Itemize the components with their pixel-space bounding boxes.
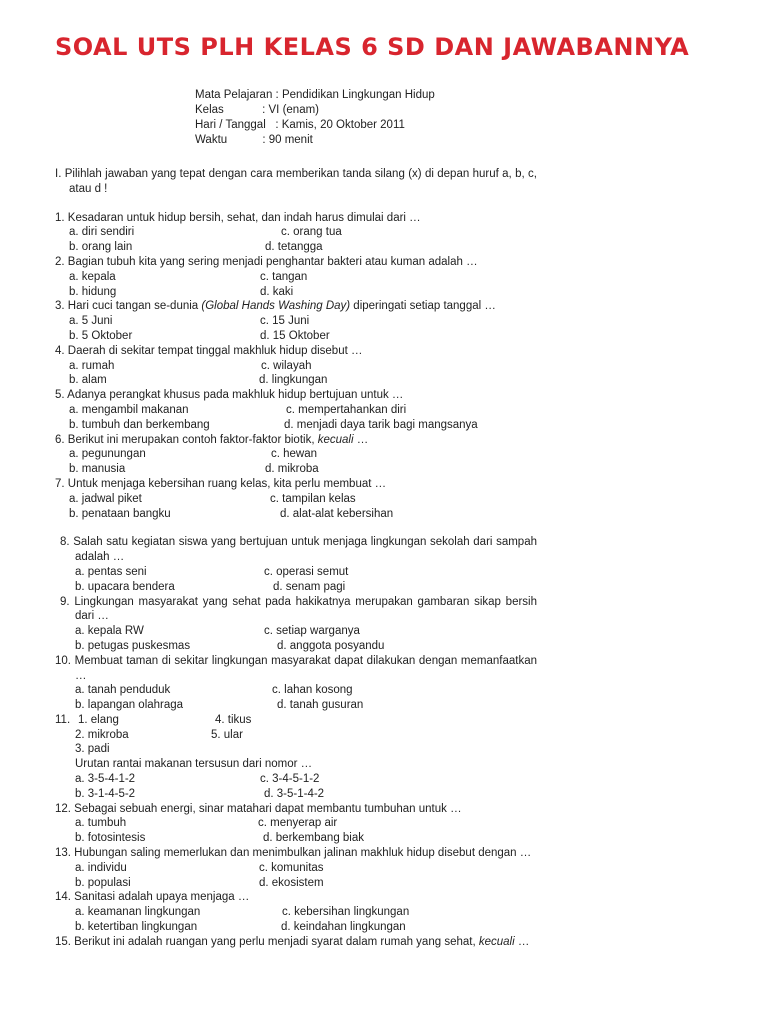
option: c. orang tua (281, 226, 342, 239)
option: d. lingkungan (259, 374, 328, 387)
option: d. keindahan lingkungan (281, 921, 406, 934)
option: d. alat-alat kebersihan (280, 507, 394, 520)
option: c. setiap warganya (264, 625, 360, 638)
option: a. 5 Juni (69, 315, 113, 328)
food-chain-item: 3. padi (75, 743, 110, 756)
option: b. tumbuh dan berkembang (69, 418, 210, 431)
option: b. alam (69, 374, 107, 387)
option: c. komunitas (259, 861, 324, 874)
option: b. orang lain (69, 241, 133, 254)
food-chain-item: 5. ular (211, 728, 243, 741)
option: a. kepala (69, 270, 116, 283)
question-2: 2. Bagian tubuh kita yang sering menjadi penghantar bakteri atau kuman adalah … a. kepala c. tangan b. hidung d. kaki (55, 255, 478, 298)
meta-class: Kelas : VI (enam) (195, 104, 320, 116)
option: b. 3-1-4-5-2 (75, 787, 136, 800)
option: b. penataan bangku (69, 507, 171, 520)
question-8: 8. Salah satu kegiatan siswa yang bertujuan untuk menjaga lingkungan sekolah dari sampah adalah … a. pentas seni c. operasi semut b. upacara bendera d. senam pagi (60, 536, 537, 593)
option: c. 15 Juni (260, 315, 310, 328)
question-9: 9. Lingkungan masyarakat yang sehat pada hakikatnya merupakan gambaran sikap bersih dari … a. kepala RW c. setiap warganya b. petugas puskesmas d. anggota posyandu (60, 595, 537, 652)
option: c. kebersihan lingkungan (282, 906, 410, 919)
option: d. 3-5-1-4-2 (264, 787, 325, 800)
question-4: 4. Daerah di sekitar tempat tinggal makhluk hidup disebut … a. rumah c. wilayah b. alam d. lingkungan (55, 344, 363, 387)
option: b. populasi (75, 876, 131, 889)
option: b. manusia (69, 463, 126, 476)
option: a. mengambil makanan (69, 403, 189, 416)
option: a. pentas seni (75, 565, 147, 578)
question-6: 6. Berikut ini merupakan contoh faktor-faktor biotik, kecuali … a. pegunungan c. hewan b. manusia d. mikroba (55, 433, 369, 476)
option: b. petugas puskesmas (75, 639, 191, 652)
option: a. jadwal piket (69, 492, 142, 505)
option: d. menjadi daya tarik bagi mangsanya (284, 418, 478, 431)
question-3: 3. Hari cuci tangan se-dunia (Global Hands Washing Day) diperingati setiap tanggal … a. 5 Juni c. 15 Juni b. 5 Oktober d. 15 Oktober (55, 300, 496, 342)
food-chain-item: 2. mikroba (75, 728, 129, 741)
question-14: 14. Sanitasi adalah upaya menjaga … a. keamanan lingkungan c. kebersihan lingkungan b. ketertiban lingkungan d. keindahan lingkungan (55, 891, 410, 934)
option: a. diri sendiri (69, 226, 135, 239)
option: a. rumah (69, 359, 115, 372)
option: b. fotosintesis (75, 832, 146, 845)
meta-time: Waktu : 90 menit (195, 134, 313, 146)
option: c. hewan (271, 448, 318, 461)
option: d. kaki (260, 285, 294, 298)
question-7: 7. Untuk menjaga kebersihan ruang kelas, kita perlu membuat … a. jadwal piket c. tampilan kelas b. penataan bangku d. alat-alat kebersihan (55, 477, 394, 520)
question-list (55, 167, 537, 950)
option: d. anggota posyandu (277, 639, 385, 652)
option: d. berkembang biak (263, 832, 365, 845)
option: c. operasi semut (264, 565, 349, 578)
option: c. wilayah (261, 359, 312, 372)
option: a. tumbuh (75, 817, 127, 830)
option: d. 15 Oktober (260, 329, 330, 342)
question-11: 11. 1. elang 4. tikus 2. mikroba 5. ular 3. padi Urutan rantai makanan tersusun dari nomor … a. 3-5-4-1-2 c. 3-4-5-1-2 b. 3-1-4-5-2 d. 3-5-1-4-2 (55, 713, 325, 800)
option: a. 3-5-4-1-2 (75, 773, 136, 786)
option: c. lahan kosong (272, 684, 353, 697)
option: a. kepala RW (75, 625, 144, 638)
document-title: SOAL UTS PLH KELAS 6 SD DAN JAWABANNYA (55, 33, 690, 61)
option: d. tetangga (265, 241, 323, 254)
option: b. lapangan olahraga (75, 699, 184, 712)
meta-date: Hari / Tanggal : Kamis, 20 Oktober 2011 (195, 119, 405, 131)
option: a. pegunungan (69, 448, 146, 461)
option: b. 5 Oktober (69, 329, 133, 342)
option: d. mikroba (265, 463, 319, 476)
question-13: 13. Hubungan saling memerlukan dan menimbulkan jalinan makhluk hidup disebut dengan … a. individu c. komunitas b. populasi d. ekosistem (55, 847, 532, 889)
meta-subject: Mata Pelajaran : Pendidikan Lingkungan Hidup (195, 89, 435, 101)
option: c. tangan (260, 270, 308, 283)
option: c. mempertahankan diri (286, 403, 407, 416)
option: c. tampilan kelas (270, 492, 356, 505)
option: b. upacara bendera (75, 580, 175, 593)
option: b. hidung (69, 285, 117, 298)
option: d. ekosistem (259, 876, 324, 889)
instruction: I. Pilihlah jawaban yang tepat dengan cara memberikan tanda silang (x) di depan huruf a, b, c, atau d ! (55, 168, 537, 195)
food-chain-item: 4. tikus (215, 713, 252, 726)
question-15: 15. Berikut ini adalah ruangan yang perlu menjadi syarat dalam rumah yang sehat, kecuali … (55, 935, 530, 948)
option: d. tanah gusuran (277, 699, 364, 712)
question-1: 1. Kesadaran untuk hidup bersih, sehat, dan indah harus dimulai dari … a. diri sendiri c. orang tua b. orang lain d. tetangga (55, 211, 421, 254)
option: d. senam pagi (273, 580, 346, 593)
food-chain-item: 1. elang (78, 713, 119, 726)
option: b. ketertiban lingkungan (75, 921, 198, 934)
question-10: 10. Membuat taman di sekitar lingkungan masyarakat dapat dilakukan dengan memanfaatkan … a. tanah penduduk c. lahan kosong b. lapangan olahraga d. tanah gusuran (55, 654, 537, 712)
question-12: 12. Sebagai sebuah energi, sinar matahari dapat membantu tumbuhan untuk … a. tumbuh c. menyerap air b. fotosintesis d. berkembang biak (55, 802, 462, 845)
option: a. individu (75, 861, 127, 874)
question-5: 5. Adanya perangkat khusus pada makhluk hidup bertujuan untuk … a. mengambil makanan c. mempertahankan diri b. tumbuh dan berkembang d. menjadi daya tarik bagi mangsanya (55, 389, 478, 431)
option: c. 3-4-5-1-2 (260, 773, 320, 786)
exam-info (195, 88, 435, 148)
option: a. keamanan lingkungan (75, 906, 201, 919)
option: c. menyerap air (258, 817, 338, 830)
option: a. tanah penduduk (75, 684, 171, 697)
